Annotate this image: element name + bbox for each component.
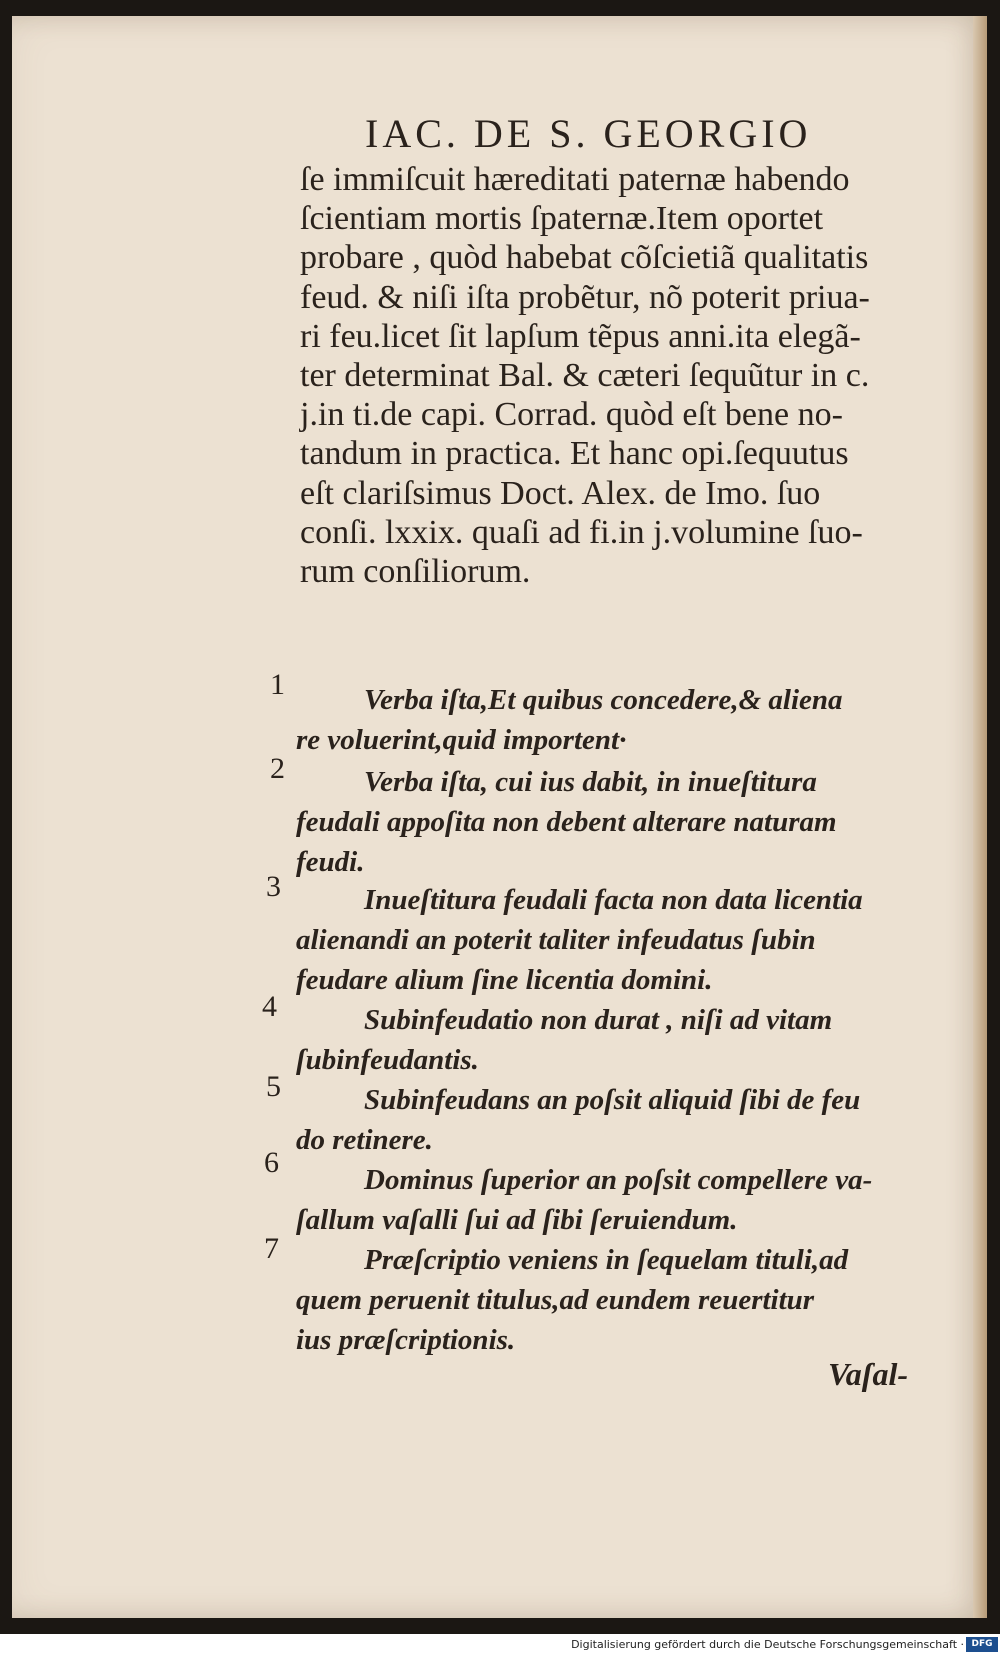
summary-line: ſallum vaſalli ſui ad ſibi ſeruiendum. <box>296 1204 738 1236</box>
summary-line: ſubinfeudantis. <box>296 1044 479 1076</box>
summary-item <box>296 880 921 1000</box>
summary-line: Verba iſta,Et quibus concedere,& aliena <box>364 684 843 716</box>
body-text <box>300 160 920 591</box>
running-title: IAC. DE S. GEORGIO <box>365 111 812 156</box>
summary-number: 6 <box>264 1146 279 1179</box>
dfg-logo: DFG <box>966 1637 998 1652</box>
summary-item <box>296 1000 921 1080</box>
funding-credit: Digitalisierung gefördert durch die Deutsche Forschungsgemeinschaft · <box>571 1638 964 1651</box>
summary-item <box>296 762 921 882</box>
summary-line: Verba iſta, cui ius dabit, in inueſtitura <box>364 766 817 798</box>
body-line: eſt clariſsimus Doct. Alex. de Imo. ſuo <box>300 474 821 512</box>
summary-line: re voluerint,quid importent· <box>296 724 627 756</box>
body-line: rum conſiliorum. <box>300 553 531 591</box>
summary-number: 1 <box>270 668 285 701</box>
summary-item <box>296 1160 921 1240</box>
summary-line: feudali appoſita non debent alterare naturam <box>296 806 837 838</box>
body-line: ri feu.licet ſit lapſum tẽpus anni.ita elegã- <box>300 317 861 355</box>
body-line: probare , quòd habebat cõſcietiã qualitatis <box>300 239 869 277</box>
summary-number: 4 <box>262 990 277 1023</box>
body-line: ter determinat Bal. & cæteri ſequũtur in c. <box>300 357 870 395</box>
summary-line: Dominus ſuperior an poſsit compellere va- <box>364 1164 873 1196</box>
body-line: tandum in practica. Et hanc opi.ſequutus <box>300 435 849 473</box>
body-line: ſcientiam mortis ſpaternæ.Item oportet <box>300 200 824 238</box>
summary-item <box>296 680 921 760</box>
body-line: feud. & niſi iſta probẽtur, nõ poterit priua- <box>300 278 870 316</box>
summary-line: ius præſcriptionis. <box>296 1324 516 1356</box>
summary-line: do retinere. <box>296 1124 433 1156</box>
summary-number: 3 <box>266 870 281 903</box>
body-line: conſi. lxxix. quaſi ad fi.in j.volumine ſuo- <box>300 513 863 551</box>
catchword: Vaſal- <box>828 1356 908 1392</box>
summary-line: Subinfeudans an poſsit aliquid ſibi de feu <box>364 1084 861 1116</box>
page-spine-shadow <box>973 16 987 1618</box>
summary-number: 7 <box>264 1232 279 1265</box>
footer-bar <box>0 1634 1000 1657</box>
body-line: j.in ti.de capi. Corrad. quòd eſt bene no- <box>300 396 843 434</box>
summary-line: Subinfeudatio non durat , niſi ad vitam <box>364 1004 833 1036</box>
summary-line: Præſcriptio veniens in ſequelam tituli,ad <box>364 1244 849 1276</box>
summary-line: feudare alium ſine licentia domini. <box>296 964 713 996</box>
summary-line: alienandi an poterit taliter infeudatus ſubin <box>296 924 816 956</box>
summary-number: 5 <box>266 1070 281 1103</box>
summary-line: quem peruenit titulus,ad eundem reuertitur <box>296 1284 815 1316</box>
body-line: ſe immiſcuit hæreditati paternæ habendo <box>300 161 850 198</box>
summary-line: feudi. <box>296 846 365 878</box>
summary-item <box>296 1080 921 1160</box>
summary-line: Inueſtitura feudali facta non data licentia <box>364 884 863 916</box>
summary-item <box>296 1240 921 1360</box>
summary-number: 2 <box>270 752 285 785</box>
